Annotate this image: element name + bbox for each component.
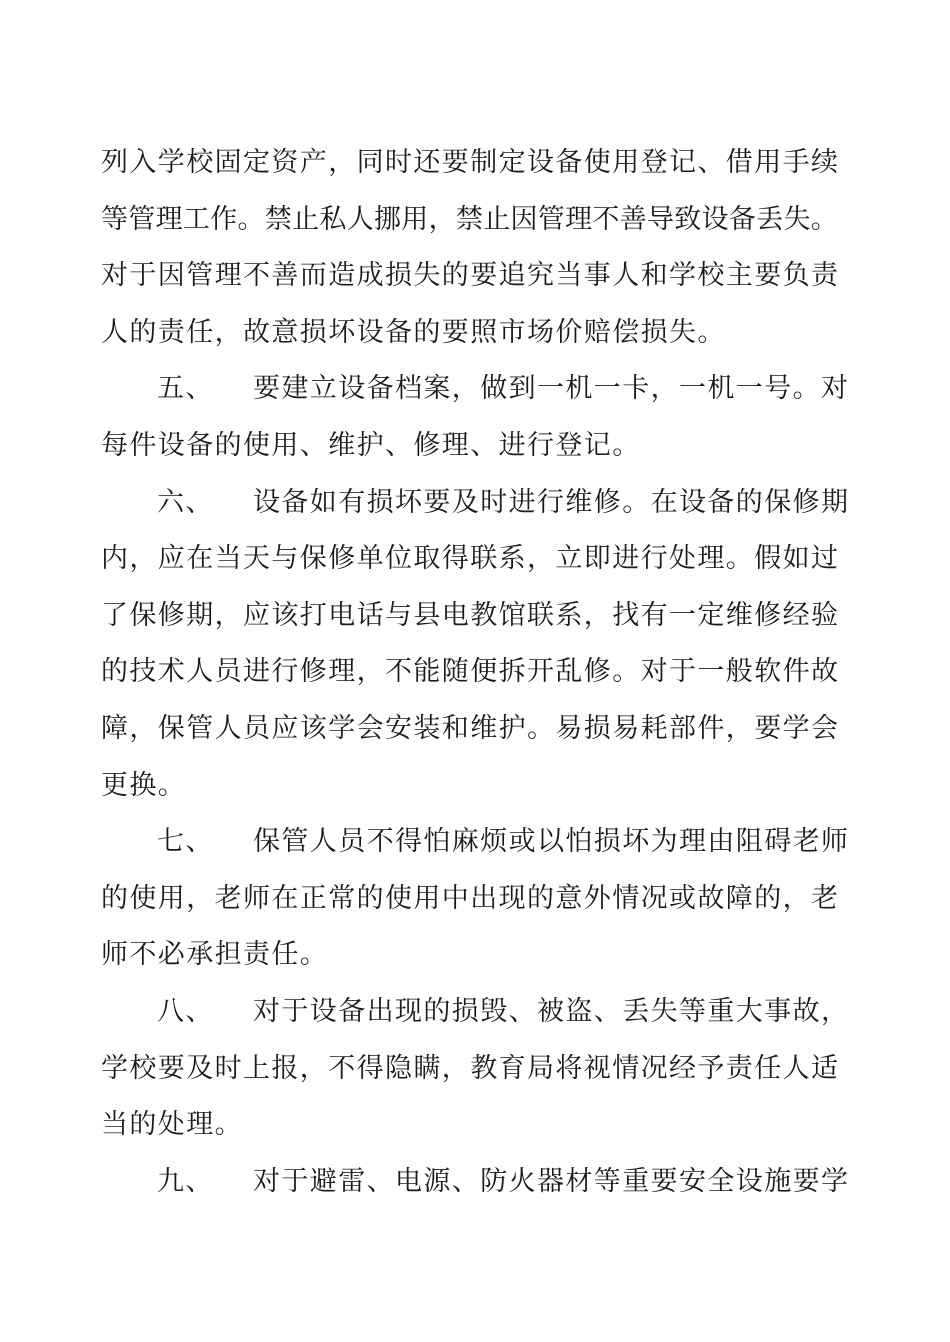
document-body	[101, 135, 861, 1210]
item-6-first-line	[101, 475, 861, 532]
paragraph-line: 障，保管人员应该学会安装和维护。易损易耗部件，要学会	[101, 712, 840, 744]
paragraph-line: 了保修期，应该打电话与县电教馆联系，找有一定维修经验	[101, 599, 840, 631]
item-9-first-line	[101, 1154, 861, 1211]
item-text: 对于避雷、电源、防火器材等重要安全设施要学	[253, 1165, 850, 1197]
paragraph-line: 等管理工作。禁止私人挪用，禁止因管理不善导致设备丢失。	[101, 203, 839, 235]
item-number: 八、	[157, 995, 214, 1027]
paragraph-line: 的使用，老师在正常的使用中出现的意外情况或故障的，老	[101, 882, 840, 914]
item-5-first-line	[101, 361, 861, 418]
paragraph-line: 的技术人员进行修理，不能随便拆开乱修。对于一般软件故	[101, 656, 840, 688]
item-text: 保管人员不得怕麻烦或以怕损坏为理由阻碍老师	[253, 826, 850, 858]
paragraph-line: 每件设备的使用、维护、修理、进行登记。	[101, 429, 641, 461]
item-number: 九、	[157, 1165, 214, 1197]
item-number: 六、	[157, 486, 214, 518]
item-text: 要建立设备档案，做到一机一卡，一机一号。对	[253, 373, 850, 405]
paragraph-line: 列入学校固定资产，同时还要制定设备使用登记、借用手续	[101, 147, 840, 178]
item-8-first-line	[101, 984, 861, 1041]
paragraph-line: 内，应在当天与保修单位取得联系，立即进行处理。假如过	[101, 543, 840, 575]
item-text: 对于设备出现的损毁、被盗、丢失等重大事故，	[253, 995, 850, 1027]
paragraph-line: 人的责任，故意损坏设备的要照市场价赔偿损失。	[101, 316, 726, 348]
item-7-first-line	[101, 814, 861, 871]
paragraph-line: 对于因管理不善而造成损失的要追究当事人和学校主要负责	[101, 260, 840, 292]
paragraph-line: 学校要及时上报，不得隐瞒，教育局将视情况经予责任人适	[101, 1052, 840, 1084]
paragraph-line: 当的处理。	[101, 1109, 243, 1141]
paragraph-line: 更换。	[101, 769, 187, 801]
item-text: 设备如有损坏要及时进行维修。在设备的保修期	[253, 486, 850, 518]
paragraph-line: 师不必承担责任。	[101, 939, 329, 971]
item-number: 七、	[157, 826, 214, 858]
item-number: 五、	[157, 373, 214, 405]
